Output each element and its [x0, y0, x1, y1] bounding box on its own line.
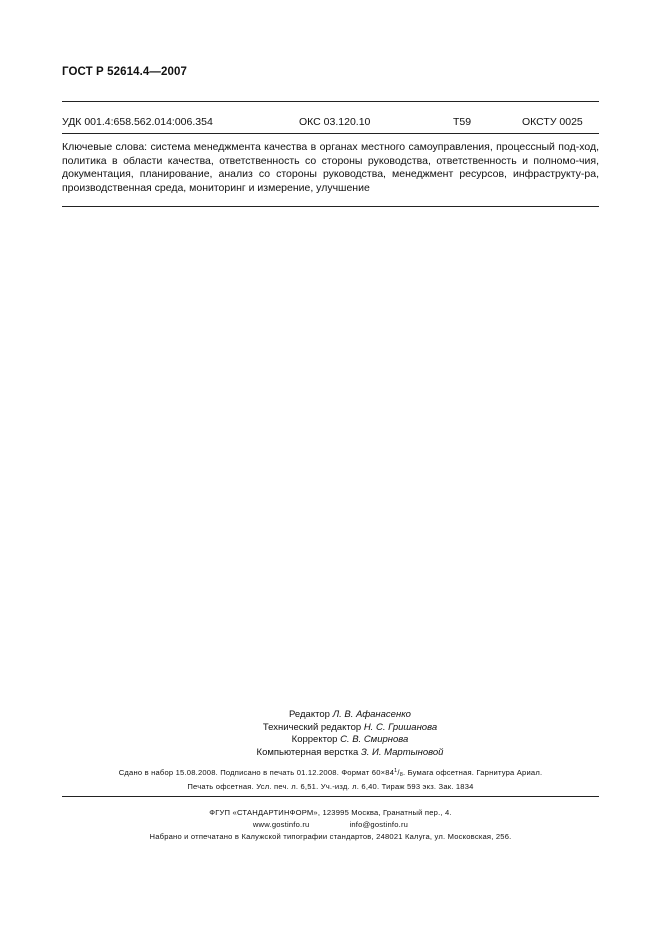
standard-code: ГОСТ Р 52614.4—2007 [62, 66, 187, 78]
website-link[interactable]: www.gostinfo.ru [252, 819, 310, 829]
keywords-block [62, 141, 599, 196]
credits-block [200, 709, 500, 759]
publisher-address: ФГУП «СТАНДАРТИНФОРМ», 123995 Москва, Гранатный пер., 4. [209, 808, 452, 817]
footer-block [62, 807, 599, 842]
top-divider [62, 101, 599, 102]
credit-editor: Редактор Л. В. Афанасенко [289, 709, 411, 720]
udk-code: УДК 001.4:658.562.014:006.354 [62, 116, 213, 128]
credit-layout: Компьютерная верстка З. И. Мартыновой [256, 746, 444, 758]
printer-info: Набрано и отпечатано в Калужской типографии стандартов, 248021 Калуга, ул. Московская, 256. [149, 831, 512, 841]
publication-line-2: Печать офсетная. Усл. печ. л. 6,51. Уч.-изд. л. 6,40. Тираж 593 экз. Зак. 1834 [187, 782, 474, 791]
credit-tech-editor: Технический редактор Н. С. Гришанова [262, 721, 438, 733]
keywords-text: система менеджмента качества в органах местного самоуправления, процессный под-ход, политика в области качества, ответственность со стороны руководства, ответственность и полномо-чия, документация, планирование, анализ со стороны руководства, менеджмент ресурсов, инфраструкту-ра, производственная среда, мониторинг и измерение, улучшение [62, 141, 599, 195]
oks-code: ОКС 03.120.10 [299, 116, 371, 128]
publisher-contacts [62, 819, 599, 831]
keywords-label: Ключевые слова: [62, 141, 148, 153]
publication-line-1: Сдано в набор 15.08.2008. Подписано в печать 01.12.2008. Формат $60\times 84^1/_8$. Бумага офсетная. Гарнитура Ариал. [118, 768, 543, 778]
publication-info [62, 766, 599, 792]
footer-divider [62, 796, 599, 797]
okstu-code: ОКСТУ 0025 [522, 116, 583, 128]
email-link[interactable]: info@gostinfo.ru [349, 819, 409, 829]
group-code: Т59 [453, 116, 472, 128]
keywords-divider [62, 206, 599, 207]
classification-divider [62, 133, 599, 134]
credit-corrector: Корректор С. В. Смирнова [291, 734, 409, 746]
